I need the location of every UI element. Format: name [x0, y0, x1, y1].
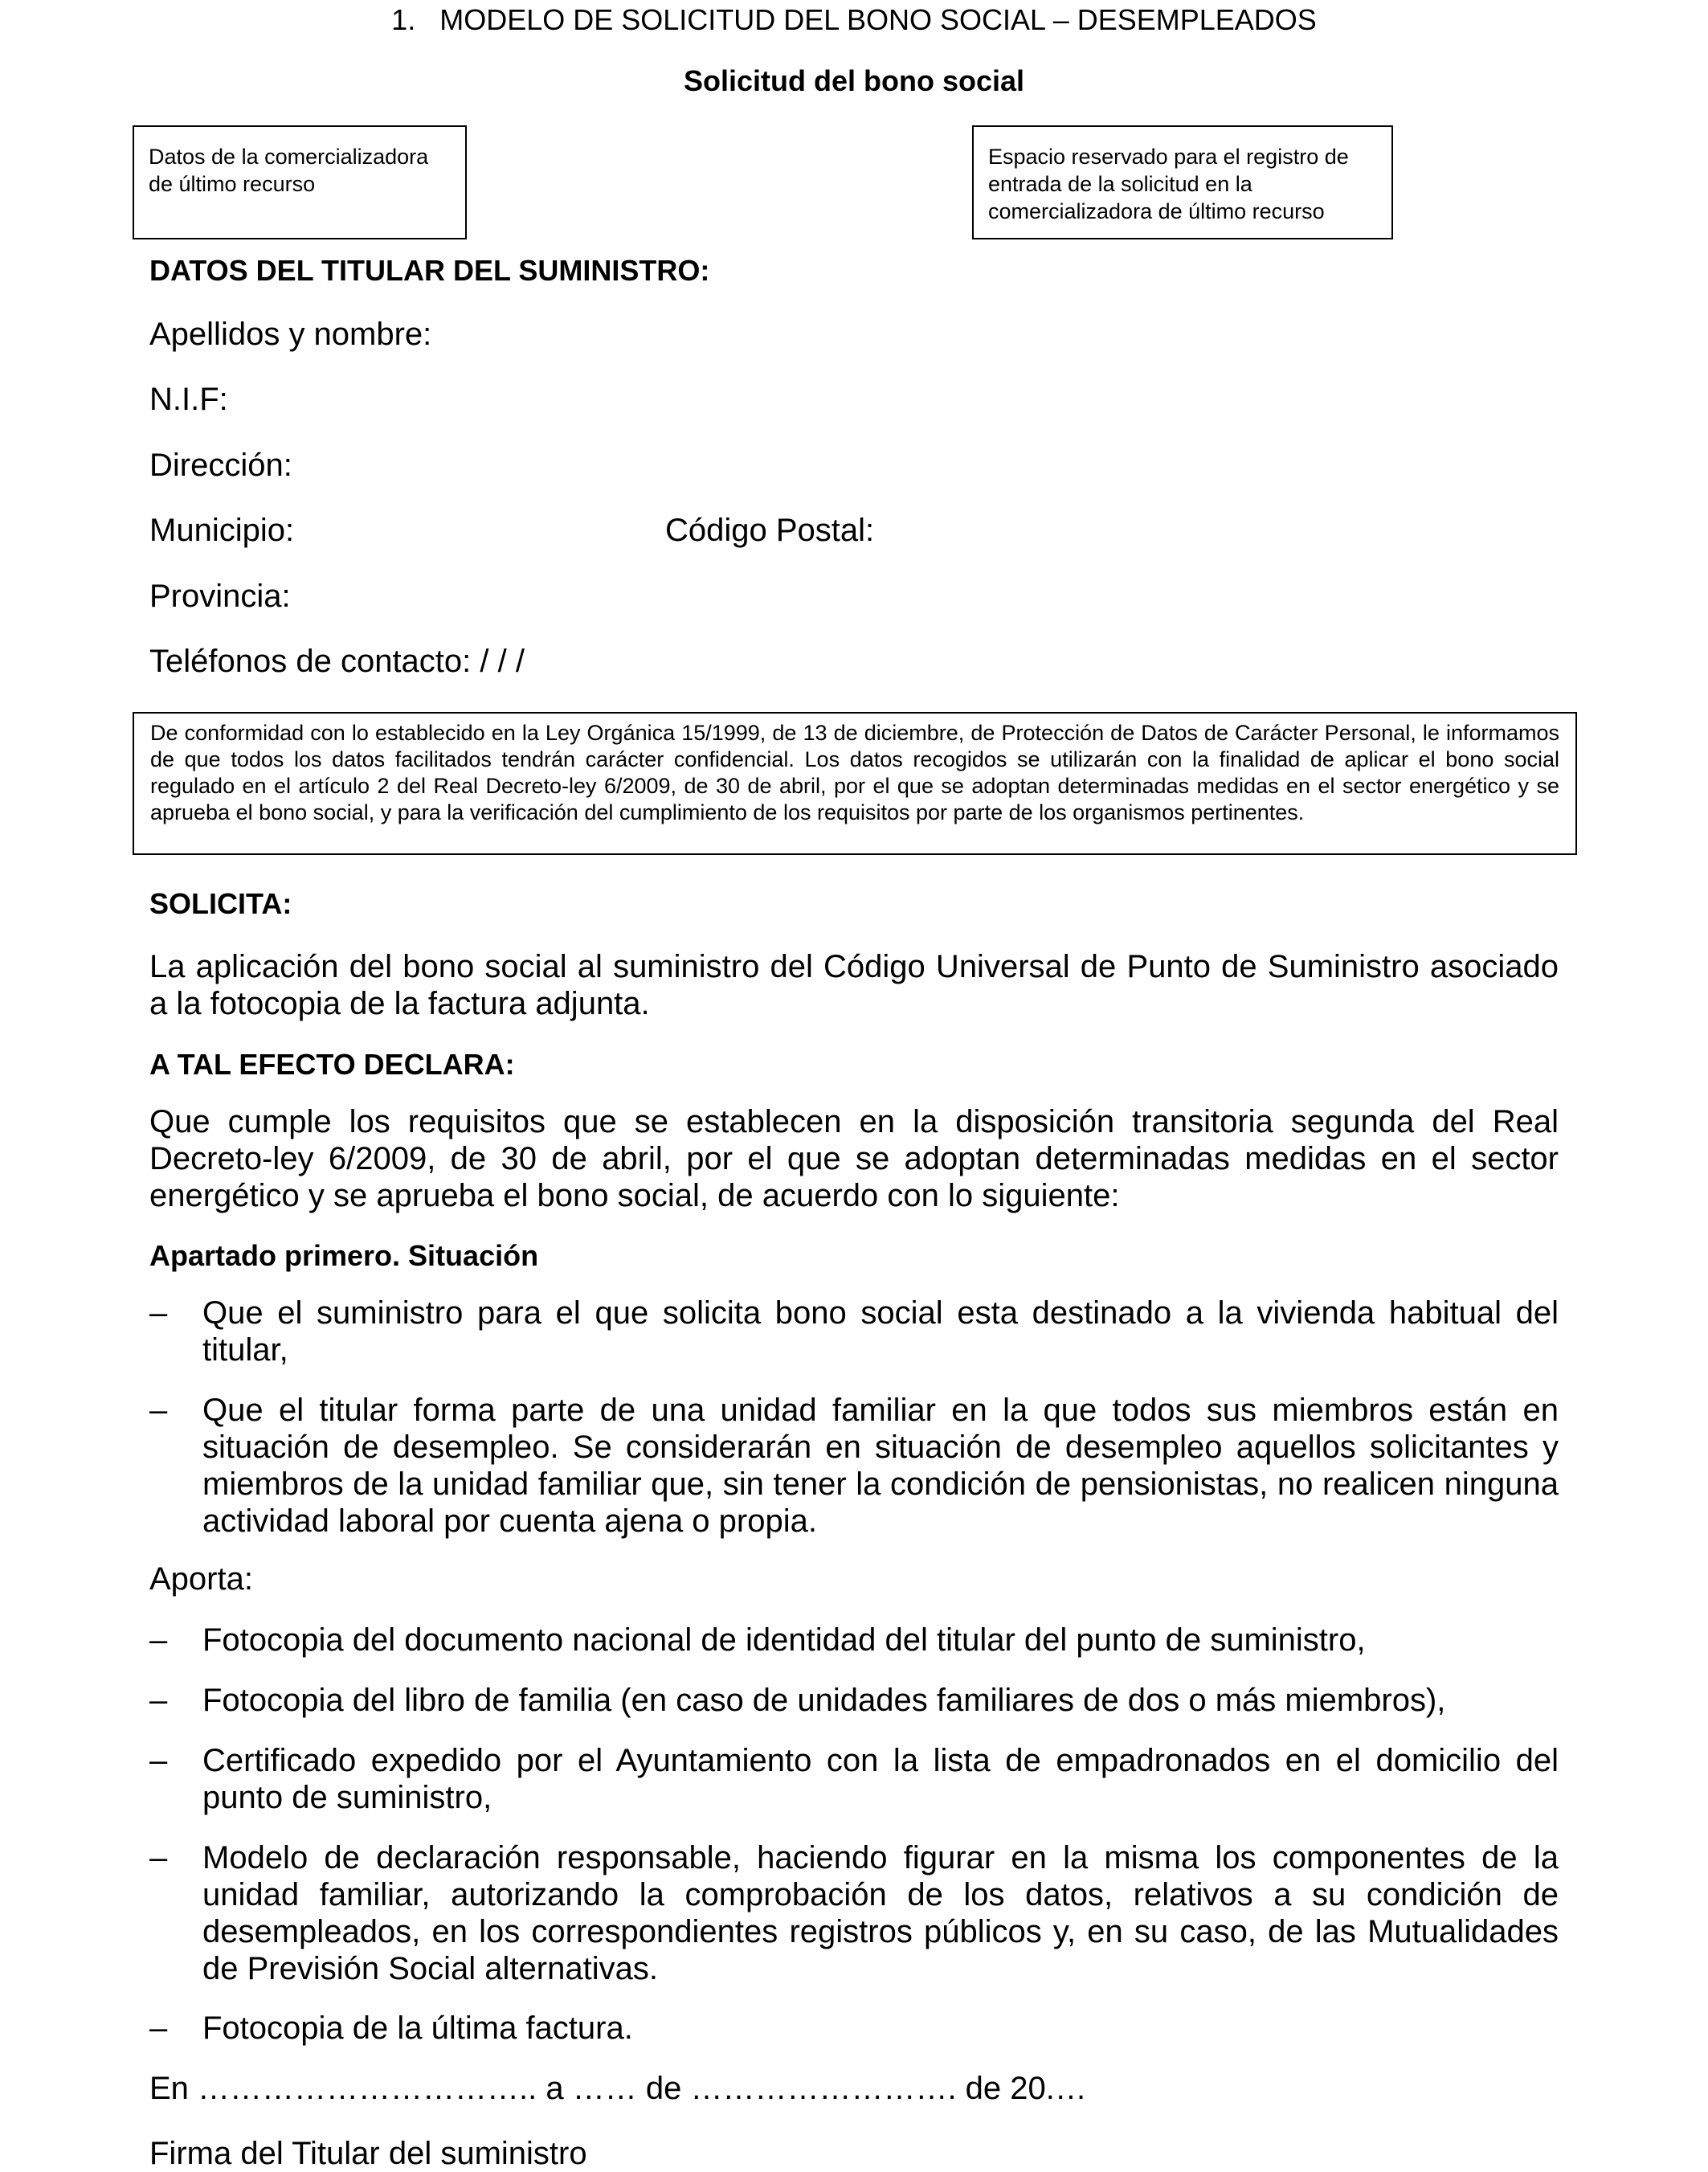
- form-title: 1. MODELO DE SOLICITUD DEL BONO SOCIAL – DESEMPLEADOS: [391, 3, 1317, 36]
- list-item-text: Que el titular forma parte de una unidad familiar en la que todos sus miembros están en situación de desempleo. Se considerarán en situación de desempleo aquellos solicitantes y miembros de la unidad familiar que, sin tener la condición de pensionistas, no realicen ninguna actividad laboral por cuenta ajena o propia.: [202, 1393, 1559, 1539]
- field-telefonos: Teléfonos de contacto: / / /: [149, 644, 525, 679]
- list-item-text: Modelo de declaración responsable, haciendo figurar en la misma los componentes de la unidad familiar, autorizando la comprobación de los datos, relativos a su condición de desempleados, en los correspondientes registros públicos y, en su caso, de las Mutualidades de Previsión Social alternativas.: [202, 1840, 1559, 1986]
- privacy-notice-text: De conformidad con lo establecido en la Ley Orgánica 15/1999, de 13 de diciembre, de Protección de Datos de Carácter Personal, le informamos de que todos los datos facilitados tendrán carácter confidencial. Los datos recogidos se utilizarán con la finalidad de aplicar el bono social regulado en el artículo 2 del Real Decreto-ley 6/2009, de 30 de abril, por el que se adoptan determinadas medidas en el sector energético y se aprueba el bono social, y para la verificación del cumplimiento de los requisitos por parte de los organismos pertinentes.: [150, 721, 1559, 824]
- form-subtitle: Solicitud del bono social: [683, 64, 1025, 97]
- solicita-paragraph: La aplicación del bono social al suministro del Código Universal de Punto de Suministro asociado a la fotocopia de la factura adjunta.: [149, 949, 1559, 1021]
- apartado-heading: Apartado primero. Situación: [149, 1239, 539, 1272]
- field-codigo-postal: Código Postal:: [665, 513, 875, 548]
- field-apellidos: Apellidos y nombre:: [149, 317, 432, 352]
- field-municipio: Municipio:: [149, 513, 295, 548]
- declara-heading: A TAL EFECTO DECLARA:: [149, 1048, 515, 1081]
- dash-bullet: –: [149, 1295, 168, 1331]
- dash-bullet: –: [149, 1743, 168, 1778]
- list-item-text: Fotocopia del documento nacional de identidad del titular del punto de suministro,: [202, 1622, 1366, 1658]
- dash-bullet: –: [149, 1683, 168, 1718]
- field-direccion: Dirección:: [149, 448, 292, 483]
- declara-paragraph: Que cumple los requisitos que se establecen en la disposición transitoria segunda del Real Decreto-ley 6/2009, de 30 de abril, por el que se adoptan determinadas medidas en el sector energético y se aprueba el bono social, de acuerdo con lo siguiente:: [149, 1104, 1559, 1213]
- aporta-label: Aporta:: [149, 1561, 253, 1597]
- privacy-notice-box: [133, 712, 1577, 855]
- date-place-line: En ………………………….. a …… de ……………………. de 20.…: [149, 2071, 1087, 2106]
- dash-bullet: –: [149, 2010, 168, 2046]
- registry-stamp-box: [972, 125, 1393, 239]
- list-item-text: Fotocopia del libro de familia (en caso de unidades familiares de dos o más miembros),: [202, 1683, 1446, 1718]
- signature-label: Firma del Titular del suministro: [149, 2136, 587, 2171]
- field-provincia: Provincia:: [149, 579, 291, 614]
- dash-bullet: –: [149, 1840, 168, 1875]
- retailer-data-box: [133, 125, 467, 239]
- titular-section-heading: DATOS DEL TITULAR DEL SUMINISTRO:: [149, 254, 710, 287]
- solicita-heading: SOLICITA:: [149, 887, 292, 920]
- list-item-text: Que el suministro para el que solicita bono social esta destinado a la vivienda habitual del titular,: [202, 1295, 1559, 1368]
- field-nif: N.I.F:: [149, 382, 228, 417]
- list-item-text: Fotocopia de la última factura.: [202, 2010, 633, 2046]
- registry-stamp-label: Espacio reservado para el registro de entrada de la solicitud en la comercializadora de último recurso: [988, 145, 1349, 223]
- dash-bullet: –: [149, 1622, 168, 1658]
- dash-bullet: –: [149, 1393, 168, 1428]
- retailer-data-label: Datos de la comercializadora de último recurso: [149, 145, 429, 196]
- list-item-text: Certificado expedido por el Ayuntamiento con la lista de empadronados en el domicilio del punto de suministro,: [202, 1743, 1559, 1815]
